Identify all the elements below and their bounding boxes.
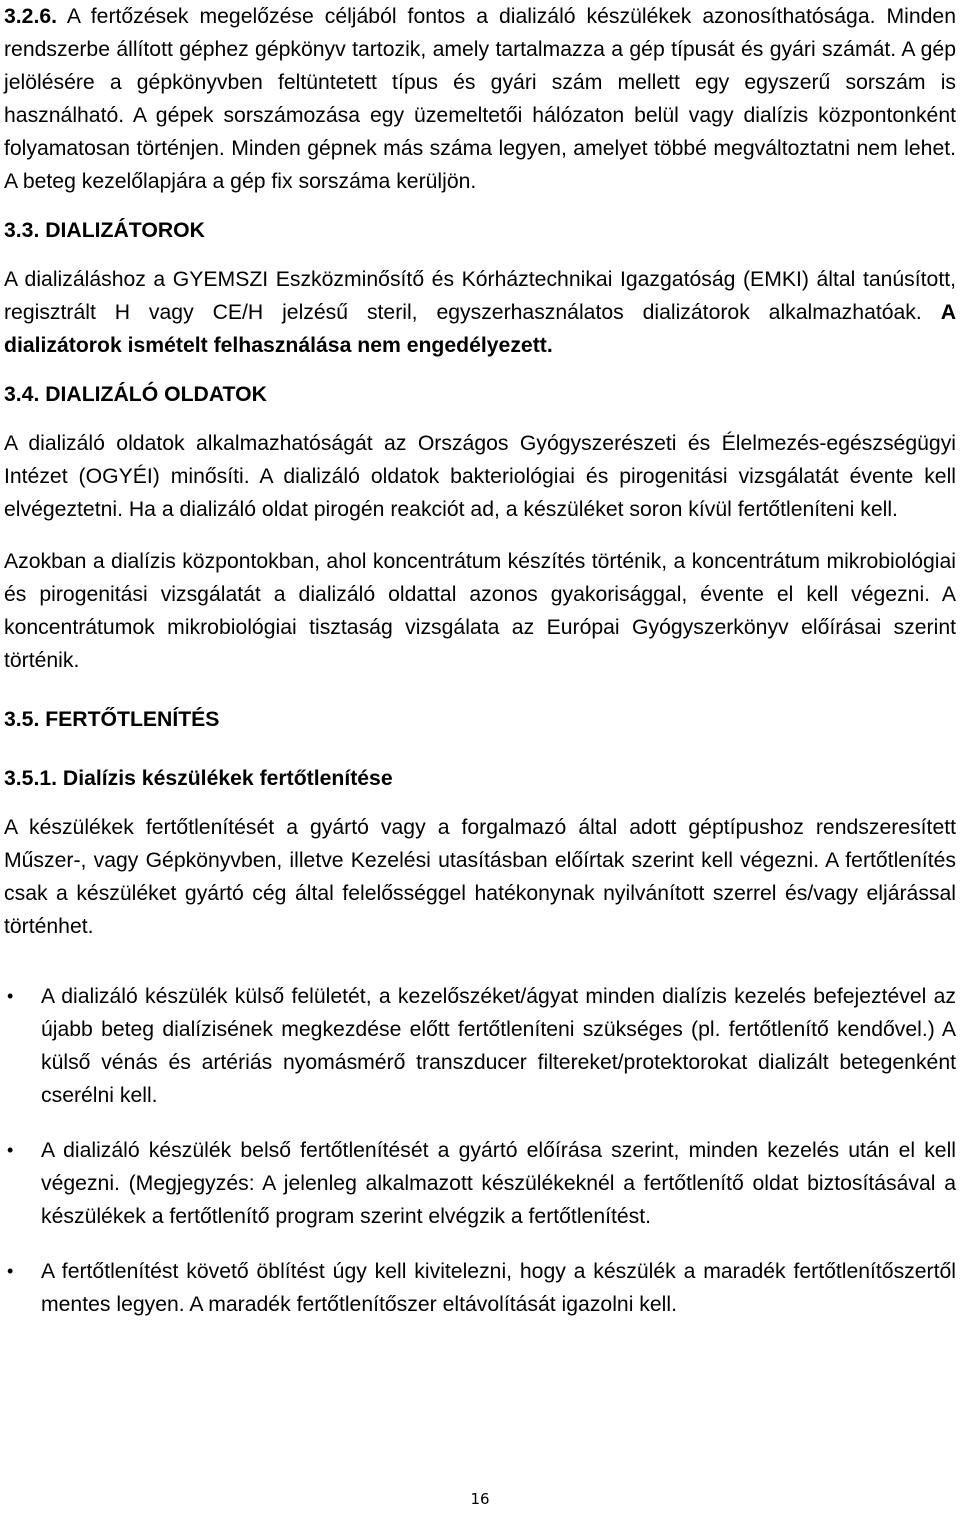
paragraph-3-5-1: A készülékek fertőtlenítését a gyártó vagy a forgalmazó által adott géptípushoz rendszeresített Műszer-, vagy Gépkönyvben, illetve Kezelési utasításban előírtak szerint kell végezni. A fertőtlenítés csak a készüléket gyártó cég által felelősséggel hatékonynak nyilvánított szerrel és/vagy eljárással történhet.	[4, 816, 956, 938]
list-item-text: A fertőtlenítést követő öblítést úgy kell kivitelezni, hogy a készülék a maradék fertőtlenítőszertől mentes legyen. A maradék fertőtlenítőszer eltávolítását igazolni kell.	[41, 1260, 956, 1316]
heading-3-5-1: 3.5.1. Dialízis készülékek fertőtlenítése	[4, 767, 393, 790]
list-item	[4, 980, 956, 1112]
paragraph-3-3-bold-text: A dializátorok ismételt felhasználása nem engedélyezett.	[4, 301, 956, 357]
paragraph-3-4-second: Azokban a dialízis központokban, ahol koncentrátum készítés történik, a koncentrátum mikrobiológiai és pirogenitási vizsgálatát a dializáló oldattal azonos gyakorisággal, évente el kell végezni. A koncentrátumok mikrobiológiai tisztaság vizsgálata az Európai Gyógyszerkönyv előírásai szerint történik.	[4, 550, 956, 672]
bullet-icon: •	[7, 1140, 14, 1160]
paragraph-3-3	[4, 263, 956, 362]
heading-3-5: 3.5. FERTŐTLENÍTÉS	[4, 708, 220, 731]
list-item-text: A dializáló készülék belső fertőtlenítését a gyártó előírása szerint, minden kezelés után el kell végezni. (Megjegyzés: A jelenleg alkalmazott készülékeknél a fertőtlenítő oldat biztosításával a készülékek a fertőtlenítő program szerint elvégzik a fertőtlenítést.	[41, 1139, 956, 1228]
paragraph-3-3-text: A dializáláshoz a GYEMSZI Eszközminősítő és Kórháztechnikai Igazgatóság (EMKI) által tanúsított, regisztrált H vagy CE/H jelzésű steril, egyszerhasználatos dializátorok alkalmazhatóak.	[4, 268, 956, 324]
bullet-icon: •	[7, 986, 14, 1006]
heading-3-4: 3.4. DIALIZÁLÓ OLDATOK	[4, 383, 267, 406]
paragraph-3-4-first: A dializáló oldatok alkalmazhatóságát az Országos Gyógyszerészeti és Élelmezés-egészségügyi Intézet (OGYÉI) minősíti. A dializáló oldatok bakteriológiai és pirogenitási vizsgálatát évente kell elvégeztetni. Ha a dializáló oldat pirogén reakciót ad, a készüléket soron kívül fertőtleníteni kell.	[4, 432, 956, 521]
document-page	[4, 0, 956, 1321]
bullet-icon: •	[7, 1261, 14, 1281]
bullet-list	[4, 980, 956, 1321]
paragraph-3-2-6	[4, 0, 956, 198]
heading-3-3: 3.3. DIALIZÁTOROK	[4, 219, 205, 242]
paragraph-3-2-6-text: A fertőzések megelőzése céljából fontos a dializáló készülékek azonosíthatósága. Minden rendszerbe állított géphez gépkönyv tartozik, amely tartalmazza a gép típusát és gyári számát. A gép jelölésére a gépkönyvben feltüntetett típus és gyári szám mellett egy egyszerű sorszám is használható. A gépek sorszámozása egy üzemeltetői hálózaton belül vagy dialízis központonként folyamatosan történjen. Minden gépnek más száma legyen, amelyet többé megváltoztatni nem lehet. A beteg kezelőlapjára a gép fix sorszáma kerüljön.	[4, 5, 956, 193]
section-number-3-2-6: 3.2.6.	[4, 5, 58, 28]
page-number: 16	[470, 1490, 490, 1508]
list-item	[4, 1134, 956, 1233]
list-item	[4, 1255, 956, 1321]
list-item-text: A dializáló készülék külső felületét, a kezelőszéket/ágyat minden dialízis kezelés befejeztével az újabb beteg dialízisének megkezdése előtt fertőtleníteni szükséges (pl. fertőtlenítő kendővel.) A külső vénás és artériás nyomásmérő transzducer filtereket/protektorokat dializált betegenként cserélni kell.	[41, 985, 956, 1107]
